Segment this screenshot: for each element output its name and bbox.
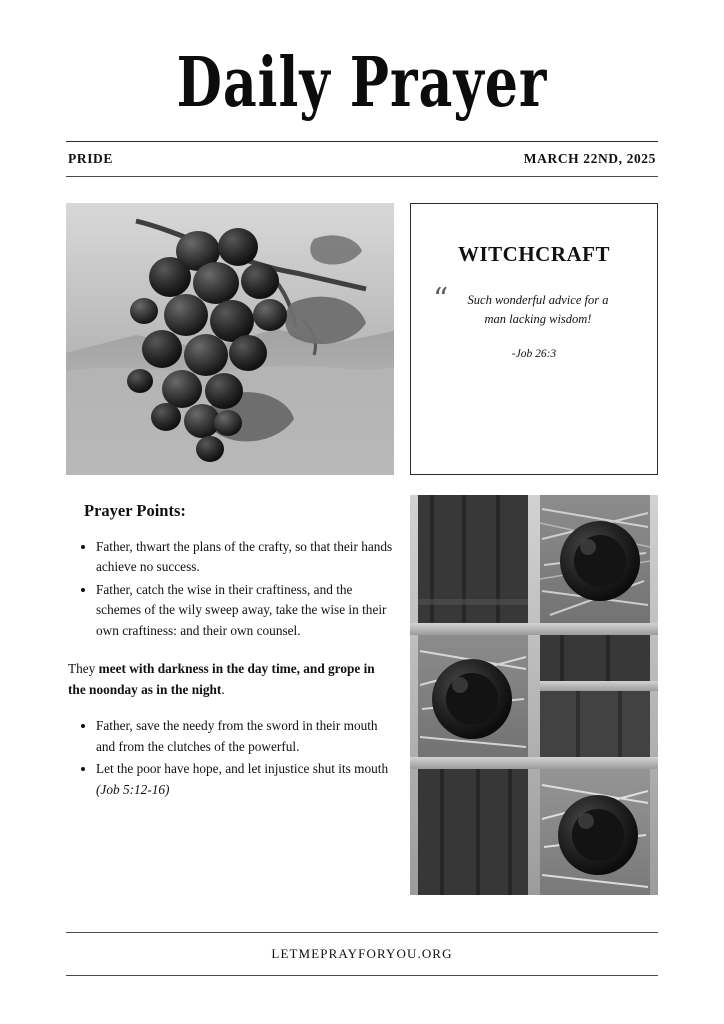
- footer-rule-bottom: [66, 975, 658, 976]
- masthead: [66, 40, 658, 141]
- quote-title: WITCHCRAFT: [457, 241, 610, 266]
- quote-attribution: -Job 26:3: [511, 348, 557, 361]
- prayer-points-bottom: [66, 716, 394, 800]
- scripture-bold: meet with darkness in the day time, and grope in the noonday as in the night: [68, 661, 375, 697]
- list-item: • Father, thwart the plans of the crafty, so that their hands achieve no success.: [96, 537, 394, 578]
- quote-mark-icon: “: [433, 281, 449, 317]
- list-item-text: Let the poor have hope, and let injustice shut its mouth: [96, 761, 389, 777]
- quote-box: [410, 203, 658, 475]
- main-section: [66, 495, 658, 895]
- top-section: [66, 203, 658, 475]
- masthead-rule-bottom: [66, 176, 658, 177]
- scripture-tail: .: [221, 681, 225, 697]
- grapes-photo: [66, 203, 394, 475]
- dateline-date: MARCH 22ND, 2025: [523, 150, 656, 166]
- prayer-column: [66, 495, 394, 895]
- list-item: [96, 759, 394, 800]
- footer-website[interactable]: LETMEPRAYFORYOU.ORG: [271, 946, 453, 961]
- secondary-photo-column: [410, 495, 658, 895]
- dateline: [66, 142, 658, 176]
- scripture-paragraph: [68, 659, 394, 700]
- list-item: • Father, save the needy from the sword in their mouth and from the clutches of the powerful.: [96, 716, 394, 757]
- quote-body: [433, 281, 635, 329]
- quote-text: Such wonderful advice for a man lacking wisdom!: [467, 292, 609, 326]
- page-title: Daily Prayer: [176, 42, 548, 123]
- grapes-photo-graphic: [66, 203, 394, 475]
- list-item: • Father, catch the wise in their craftiness, and the schemes of the wily sweep away, take the wise in their own craftiness: and their own counsel.: [96, 580, 394, 641]
- footer: [66, 932, 658, 976]
- section-heading: Prayer Points:: [84, 500, 186, 520]
- scripture-lead: They: [68, 661, 99, 677]
- dateline-topic: PRIDE: [68, 150, 114, 166]
- prayer-points-top: [66, 537, 394, 641]
- wine-bottles-photo: [410, 495, 658, 895]
- wine-bottles-photo-graphic: [410, 495, 658, 895]
- scripture-reference: (Job 5:12-16): [96, 781, 170, 797]
